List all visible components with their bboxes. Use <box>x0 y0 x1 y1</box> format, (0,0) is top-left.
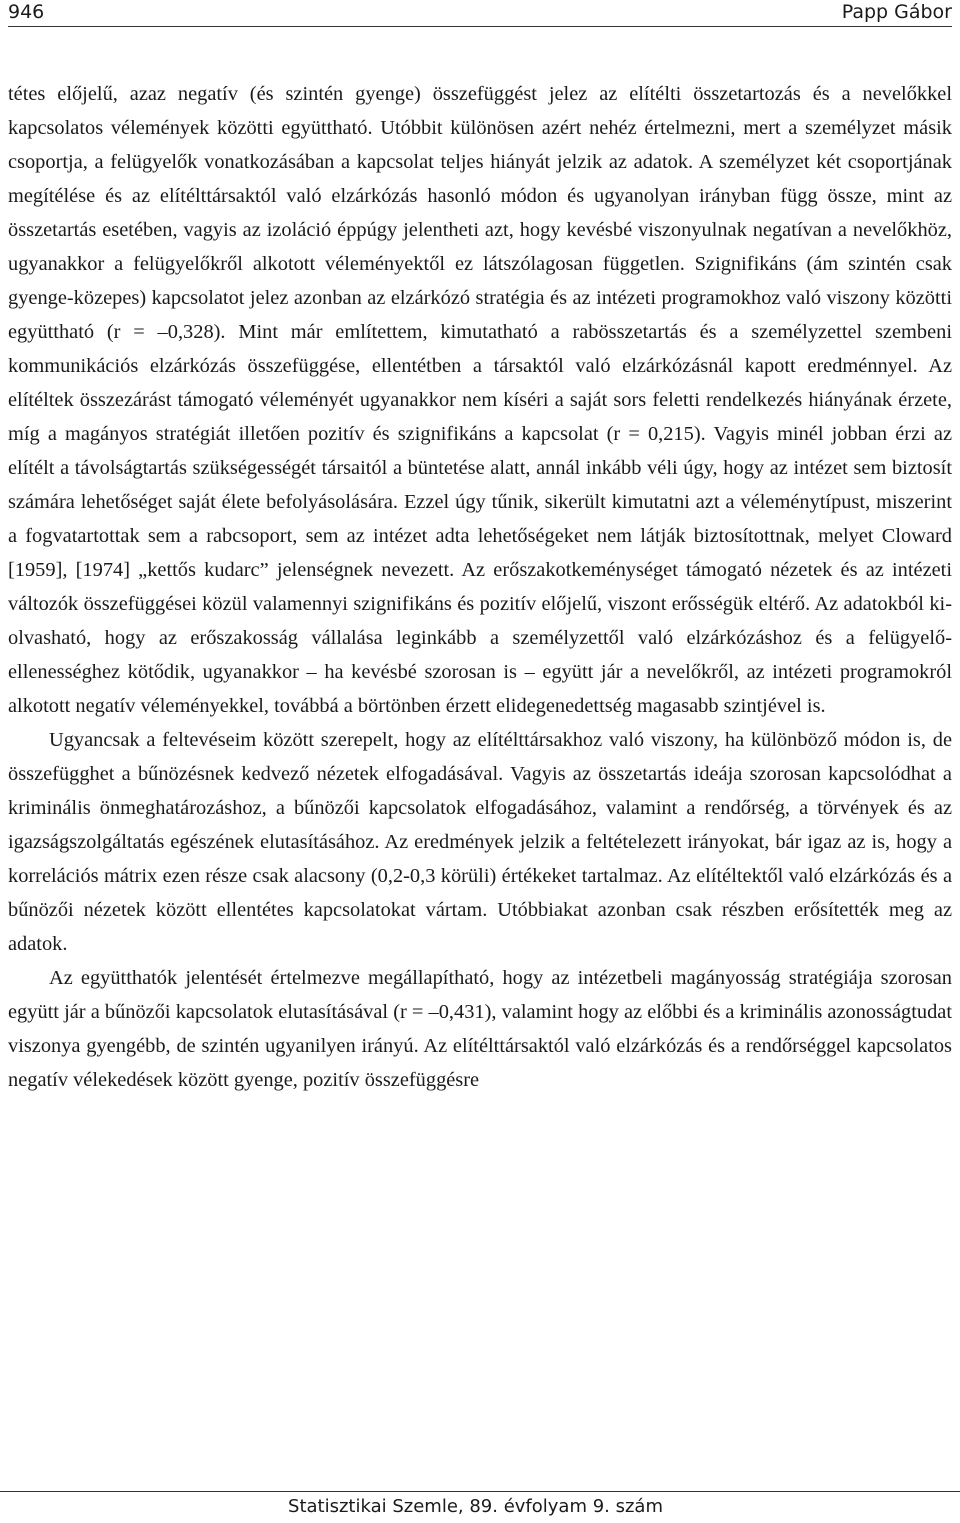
paragraph: tétes előjelű, azaz negatív (és szintén gyenge) összefüggést jelez az elítélti összetartozás és a nevelőkkel kapcsolatos vélemények közötti együttható. Utóbbit különösen azért nehéz értelmezni, mert a személyzet másik csoportja, a felügyelők vonatkozásában a kapcsolat teljes hiányát jelzik az adatok. A személyzet két csoportjának megítélése és az elítélttársaktól való elzárkózás hasonló módon és ugyanolyan irányban függ össze, mint az összetartás esetében, vagyis az izoláció éppúgy jelentheti azt, hogy kevésbé viszonyulnak negatívan a nevelőkhöz, ugyanakkor a felügyelőkről alkotott véleményektől ez látszólagosan független. Szignifikáns (ám szintén csak gyenge-közepes) kapcsolatot jelez azonban az elzárkózó stratégia és az intézeti programokhoz való viszony közötti együttható (r = –0,328). Mint már említettem, kimutatható a rabösszetartás és a személyzettel szembeni kommunikációs elzárkózás összefüggése, ellentétben a társaktól való elzárkózásnál kapott eredménnyel. Az elítéltek összezárást támogató véleményét ugyanakkor nem kíséri a saját sors feletti rendelkezés hiányának érzete, míg a magányos stratégiát illetően pozitív és szignifikáns a kapcsolat (r = 0,215). Vagyis minél jobban érzi az elítélt a távolságtartás szükségességét társaitól a büntetése alatt, annál inkább véli úgy, hogy az intézet sem biztosít számára lehetőséget saját élete befolyásolására. Ezzel úgy tűnik, sikerült kimutatni azt a véleménytípust, miszerint a fogvatartottak sem a rabcsoport, sem az intézet adta lehetőségeket nem látják biztosítottnak, melyet Cloward [1959], [1974] „kettős kudarc” jelenségnek nevezett. Az erőszakotkeménységet támogató nézetek és az intézeti változók összefüggései közül valamennyi szignifikáns és pozitív előjelű, viszont erősségük eltérő. Az adatokból kiolvasható, hogy az erőszakosság vállalása leginkább a személyzettől való elzárkózáshoz és a felügyelő-ellenességhez kötődik, ugyanakkor – ha kevésbé szorosan is – együtt jár a nevelőkről, az intézeti programokról alkotott negatív véleményekkel, továbbá a börtönben érzett elidegenedettség magasabb szintjével is. <box>8 83 952 717</box>
paragraph: Ugyancsak a feltevéseim között szerepelt, hogy az elítélttársakhoz való viszony, ha különböző módon is, de összefügghet a bűnözésnek kedvező nézetek elfogadásával. Vagyis az összetartás ideája szorosan kapcsolódhat a kriminális önmeghatározáshoz, a bűnözői kapcsolatok elfogadásához, valamint a rendőrség, a törvények és az igazságszolgáltatás egészének elutasításához. Az eredmények jelzik a feltételezett irányokat, bár igaz az is, hogy a korrelációs mátrix ezen része csak alacsony (0,2-0,3 körüli) értékeket tartalmaz. Az elítéltektől való elzárkózás és a bűnözői nézetek között ellentétes kapcsolatokat vártam. Utóbbiakat azonban csak részben erősítették meg az adatok. <box>8 729 952 955</box>
running-head-author: Papp Gábor <box>841 1 952 23</box>
journal-footer: Statisztikai Szemle, 89. évfolyam 9. szám <box>288 1496 663 1517</box>
page-header <box>8 0 952 27</box>
paragraph: Az együtthatók jelentését értelmezve megállapítható, hogy az intézetbeli magányosság stratégiája szorosan együtt jár a bűnözői kapcsolatok elutasításával (r = –0,431), valamint hogy az előbbi és a kriminális azonosságtudat viszonya gyengébb, de szintén ugyanilyen irányú. Az elítélttársaktól való elzárkózás és a rendőrséggel kapcsolatos negatív vélekedések között gyenge, pozitív összefüggésre <box>8 967 952 1091</box>
body-text <box>8 77 952 1097</box>
header-rule <box>8 26 952 27</box>
footer-rule <box>0 1491 960 1492</box>
page-number: 946 <box>8 1 45 23</box>
